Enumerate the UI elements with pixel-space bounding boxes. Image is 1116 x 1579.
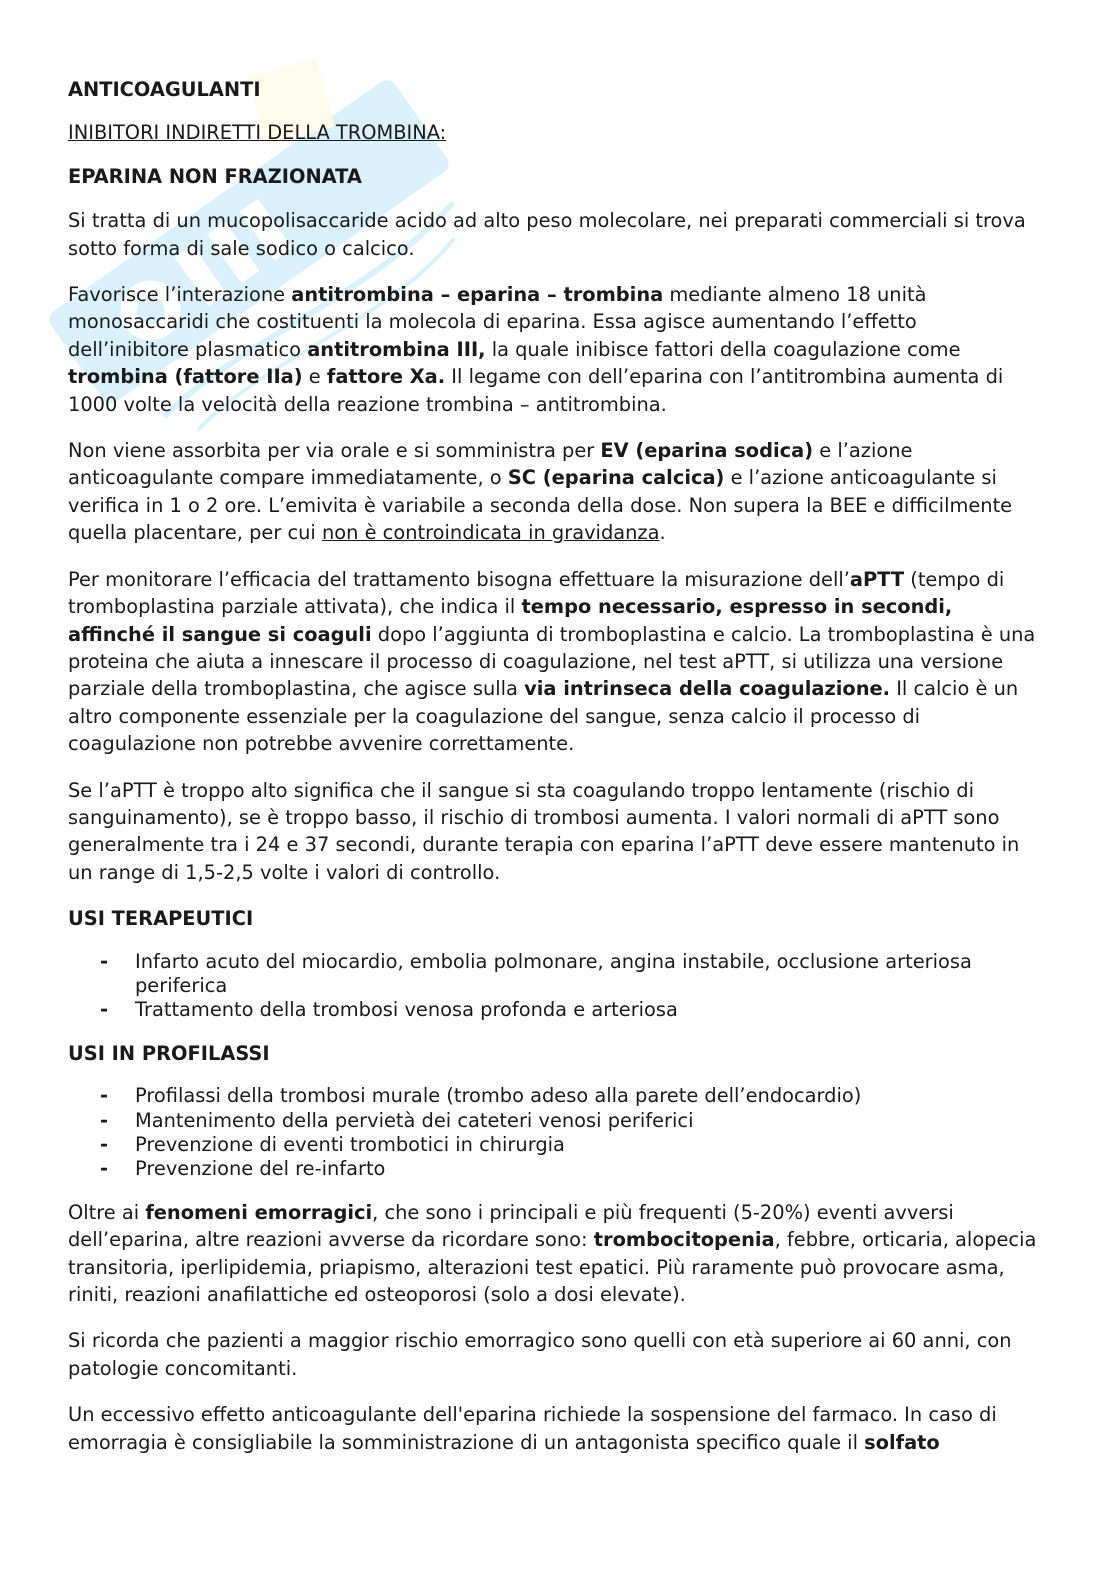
list-item: - Mantenimento della pervietà dei cateteri venosi periferici bbox=[100, 1108, 694, 1132]
paragraph-overdose: Un eccessivo effetto anticoagulante dell'eparina richiede la sospensione del farmaco. In caso di emorragia è consigliabile la somministrazione di un antagonista specifico quale il solfato bbox=[68, 1403, 997, 1454]
paragraph-administration: Non viene assorbita per via orale e si somministra per EV (eparina sodica) e l’azione anticoagulante compare immediatamente, o SC (eparina calcica) e l’azione anticoagulante si verifica in 1 o 2 ore. L’emivita è variabile a seconda della dose. Non supera la BEE e difficilmente quella placentare, per cui non è controindicata in gravidanza. bbox=[68, 439, 1013, 545]
paragraph-mechanism: Favorisce l’interazione antitrombina – eparina – trombina mediante almeno 18 unità monosaccaridi che costituenti la molecola di eparina. Essa agisce aumentando l’effetto dell’inibitore plasmatico antitrombina III, la quale inibisce fattori della coagulazione come trombina (fattore IIa) e fattore Xa. Il legame con dell’eparina con l’antitrombina aumenta di 1000 volte la velocità della reazione trombina – antitrombina. bbox=[68, 283, 1004, 416]
heading-usi-profilassi: USI IN PROFILASSI bbox=[68, 1041, 270, 1065]
list-item: - Infarto acuto del miocardio, embolia polmonare, angina instabile, occlusione arteriosa periferica bbox=[100, 949, 972, 997]
list-usi-terapeutici bbox=[68, 950, 1043, 1023]
document-title: ANTICOAGULANTI bbox=[68, 78, 261, 101]
bullet-dash: - bbox=[100, 1084, 109, 1108]
paragraph-aptt-monitoring: Per monitorare l’efficacia del trattamento bisogna effettuare la misurazione dell’aPTT (tempo di tromboplastina parziale attivata), che indica il tempo necessario, espresso in secondi, affinché il sangue si coaguli dopo l’aggiunta di tromboplastina e calcio. La tromboplastina è una proteina che aiuta a innescare il processo di coagulazione, nel test aPTT, si utilizza una versione parziale della tromboplastina, che agisce sulla via intrinseca della coagulazione. Il calcio è un altro componente essenziale per la coagulazione del sangue, senza calcio il processo di coagulazione non potrebbe avvenire correttamente. bbox=[68, 567, 1036, 756]
heading-eparina-non-frazionata: EPARINA NON FRAZIONATA bbox=[68, 164, 362, 188]
bullet-dash: - bbox=[100, 1133, 109, 1156]
paragraph-adverse-effects: Oltre ai fenomeni emorragici, che sono i principali e più frequenti (5-20%) eventi avversi dell’eparina, altre reazioni avverse da ricordare sono: trombocitopenia, febbre, orticaria, alopecia transitoria, iperlipidemia, priapismo, alterazioni test epatici. Più raramente può provocare asma, riniti, reazioni anafilattiche ed osteoporosi (solo a dosi elevate). bbox=[68, 1200, 1037, 1307]
paragraph-risk-patients: Si ricorda che pazienti a maggior rischio emorragico sono quelli con età superiore ai 60 anni, con patologie concomitanti. bbox=[68, 1329, 1012, 1380]
paragraph-aptt-values: Se l’aPTT è troppo alto significa che il sangue si sta coagulando troppo lentamente (rischio di sanguinamento), se è troppo basso, il rischio di trombosi aumenta. I valori normali di aPTT sono generalmente tra i 24 e 37 secondi, durante terapia con eparina l’aPTT deve essere mantenuto in un range di 1,5-2,5 volte i valori di controllo. bbox=[68, 778, 1020, 884]
bullet-dash: - bbox=[100, 998, 109, 1022]
document-page bbox=[68, 76, 1043, 1475]
bullet-dash: - bbox=[100, 1157, 109, 1181]
bullet-dash: - bbox=[100, 949, 109, 973]
list-item: - Prevenzione del re-infarto bbox=[100, 1157, 386, 1181]
bullet-dash: - bbox=[100, 1108, 109, 1132]
list-usi-profilassi bbox=[68, 1084, 1043, 1182]
paragraph-description: Si tratta di un mucopolisaccaride acido ad alto peso molecolare, nei preparati commerciali si trova sotto forma di sale sodico o calcico. bbox=[68, 209, 1026, 260]
list-item: - Trattamento della trombosi venosa profonda e arteriosa bbox=[100, 998, 678, 1022]
heading-usi-terapeutici: USI TERAPEUTICI bbox=[68, 907, 254, 931]
list-item: - Prevenzione di eventi trombotici in chirurgia bbox=[100, 1133, 565, 1156]
section-subtitle: INIBITORI INDIRETTI DELLA TROMBINA: bbox=[68, 121, 447, 145]
list-item: - Profilassi della trombosi murale (trombo adeso alla parete dell’endocardio) bbox=[100, 1084, 862, 1108]
